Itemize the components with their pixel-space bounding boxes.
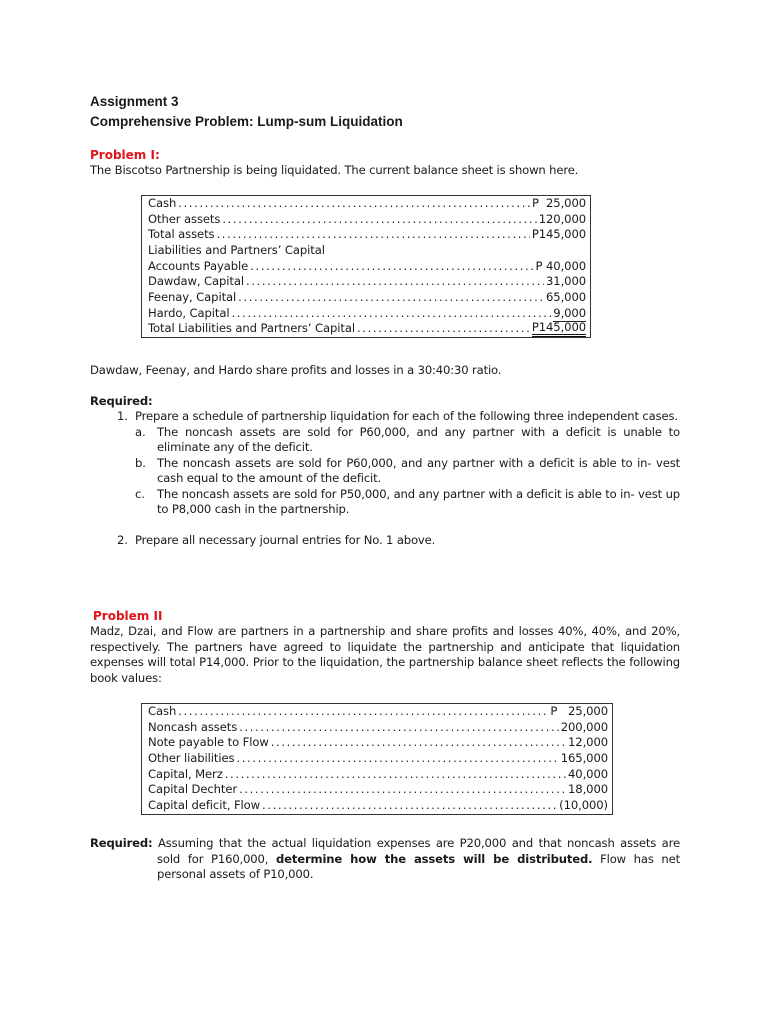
balance-sheet-row: [142, 227, 590, 243]
balance-sheet-row: [142, 319, 590, 338]
balance-sheet-amount: 31,000: [546, 274, 586, 289]
balance-sheet-label: Capital, Merz: [148, 766, 223, 781]
balance-sheet-amount: (10,000): [559, 798, 608, 813]
balance-sheet-row: [142, 259, 590, 275]
dot-leader: [231, 306, 551, 322]
problem-1-ratio-text: Dawdaw, Feenay, and Hardo share profits and losses in a 30:40:30 ratio.: [90, 363, 502, 377]
balance-sheet-row: [142, 704, 612, 720]
balance-sheet-amount: P 25,000: [550, 703, 608, 718]
requirement-1b-text: The noncash assets are sold for P60,000, and any partner with a deficit is able to in- vest cash equal to the amount of the deficit.: [157, 455, 680, 485]
requirement-1a-marker: a.: [135, 424, 146, 439]
requirement-2-text: Prepare all necessary journal entries for No. 1 above.: [135, 532, 436, 547]
problem-2-intro: Madz, Dzai, and Flow are partners in a partnership and share profits and losses 40%, 40%, and 20%, respectively. The partners have agreed to liquidate the partnership and anticipate that liquidation expenses will total P14,000. Prior to the liquidation, the partnership balance sheet reflects the following book values:: [90, 624, 680, 685]
balance-sheet-amount: P 25,000: [531, 195, 586, 210]
problem-2-balance-sheet: [141, 703, 613, 815]
balance-sheet-row: [142, 274, 590, 290]
required-text-part-2: Flow has net personal assets of P10,000.: [157, 851, 681, 881]
problem-1-body: [90, 363, 680, 548]
requirement-1-text: Prepare a schedule of partnership liquidation for each of the following three independent cases.: [135, 409, 678, 423]
balance-sheet-label: Capital Dechter: [148, 782, 238, 797]
balance-sheet-row: [142, 735, 612, 751]
dot-leader: [239, 720, 559, 736]
requirement-1b: [135, 456, 680, 487]
requirement-2: [117, 533, 680, 549]
problem-2-title: Problem II: [93, 609, 163, 623]
balance-sheet-row: [142, 306, 590, 322]
balance-sheet-label: Cash: [148, 195, 177, 210]
balance-sheet-row: [142, 290, 590, 306]
requirement-1a-text: The noncash assets are sold for P60,000, and any partner with a deficit is unable to eliminate any of the deficit.: [157, 424, 680, 454]
balance-sheet-label: Accounts Payable: [148, 258, 249, 273]
requirement-1-marker: 1.: [117, 409, 128, 423]
problem-1-required-label: Required:: [90, 393, 153, 408]
balance-sheet-amount: 65,000: [546, 290, 586, 305]
document-title: Assignment 3: [90, 94, 179, 109]
dot-leader: [271, 735, 566, 751]
balance-sheet-row: [142, 243, 590, 259]
dot-leader: [250, 259, 533, 275]
balance-sheet-label: Hardo, Capital: [148, 305, 230, 320]
balance-sheet-amount: P 40,000: [535, 258, 586, 273]
balance-sheet-label: Note payable to Flow: [148, 735, 269, 750]
balance-sheet-amount: 200,000: [560, 719, 608, 734]
requirement-1c: [135, 487, 680, 518]
problem-1-intro: The Biscotso Partnership is being liquidated. The current balance sheet is shown here.: [90, 163, 579, 177]
dot-leader: [236, 751, 558, 767]
required-text-part-1: Assuming that the actual liquidation expenses are P20,000 and that noncash assets are sold for P160,000,: [152, 836, 680, 866]
balance-sheet-amount: P145,000: [532, 321, 586, 338]
balance-sheet-amount: 40,000: [568, 766, 608, 781]
balance-sheet-label: Dawdaw, Capital: [148, 274, 244, 289]
balance-sheet-label: Cash: [148, 703, 177, 718]
balance-sheet-row: [142, 196, 590, 212]
balance-sheet-row: [142, 212, 590, 228]
problem-2-required: [90, 836, 680, 883]
balance-sheet-row: [142, 782, 612, 798]
problem-1-balance-sheet: [141, 195, 591, 338]
balance-sheet-label: Liabilities and Partners’ Capital: [148, 243, 325, 258]
balance-sheet-label: Other assets: [148, 211, 221, 226]
balance-sheet-row: [142, 798, 612, 814]
balance-sheet-label: Feenay, Capital: [148, 290, 237, 305]
dot-leader: [178, 704, 548, 720]
dot-leader: [178, 196, 530, 212]
dot-leader: [222, 212, 536, 228]
dot-leader: [225, 767, 566, 783]
document-page: [90, 92, 680, 179]
dot-leader: [239, 782, 566, 798]
balance-sheet-amount: 12,000: [568, 735, 608, 750]
dot-leader: [262, 798, 557, 814]
balance-sheet-label: Total assets: [148, 227, 215, 242]
balance-sheet-row: [142, 767, 612, 783]
problem-2-required-text: [90, 836, 680, 883]
balance-sheet-amount: 9,000: [553, 306, 586, 320]
requirement-1a: [135, 425, 680, 456]
balance-sheet-row: [142, 751, 612, 767]
requirement-1b-marker: b.: [135, 455, 146, 470]
balance-sheet-label: Total Liabilities and Partners’ Capital: [148, 321, 355, 336]
requirement-1c-marker: c.: [135, 486, 145, 501]
requirement-1c-text: The noncash assets are sold for P50,000, and any partner with a deficit is able to in- vest up to P8,000 cash in the partnership.: [157, 486, 680, 516]
balance-sheet-label: Other liabilities: [148, 751, 235, 766]
required-text-bold: determine how the assets will be distributed.: [276, 851, 593, 866]
dot-leader: [238, 290, 544, 306]
balance-sheet-label: Noncash assets: [148, 719, 238, 734]
dot-leader: [246, 274, 544, 290]
balance-sheet-amount: 165,000: [560, 751, 608, 766]
requirement-2-marker: 2.: [117, 532, 128, 547]
balance-sheet-amount: P145,000: [531, 227, 586, 242]
balance-sheet-amount: 18,000: [568, 782, 608, 797]
balance-sheet-amount: 120,000: [538, 211, 586, 226]
problem-2-body: [90, 608, 680, 686]
dot-leader: [357, 321, 530, 337]
requirement-1: [117, 409, 680, 425]
problem-1-title: Problem I:: [90, 148, 160, 162]
problem-2-required-label: Required:: [90, 836, 153, 850]
dot-leader: [216, 227, 529, 243]
document-subtitle: Comprehensive Problem: Lump-sum Liquidation: [90, 114, 403, 129]
balance-sheet-label: Capital deficit, Flow: [148, 798, 261, 813]
balance-sheet-row: [142, 720, 612, 736]
